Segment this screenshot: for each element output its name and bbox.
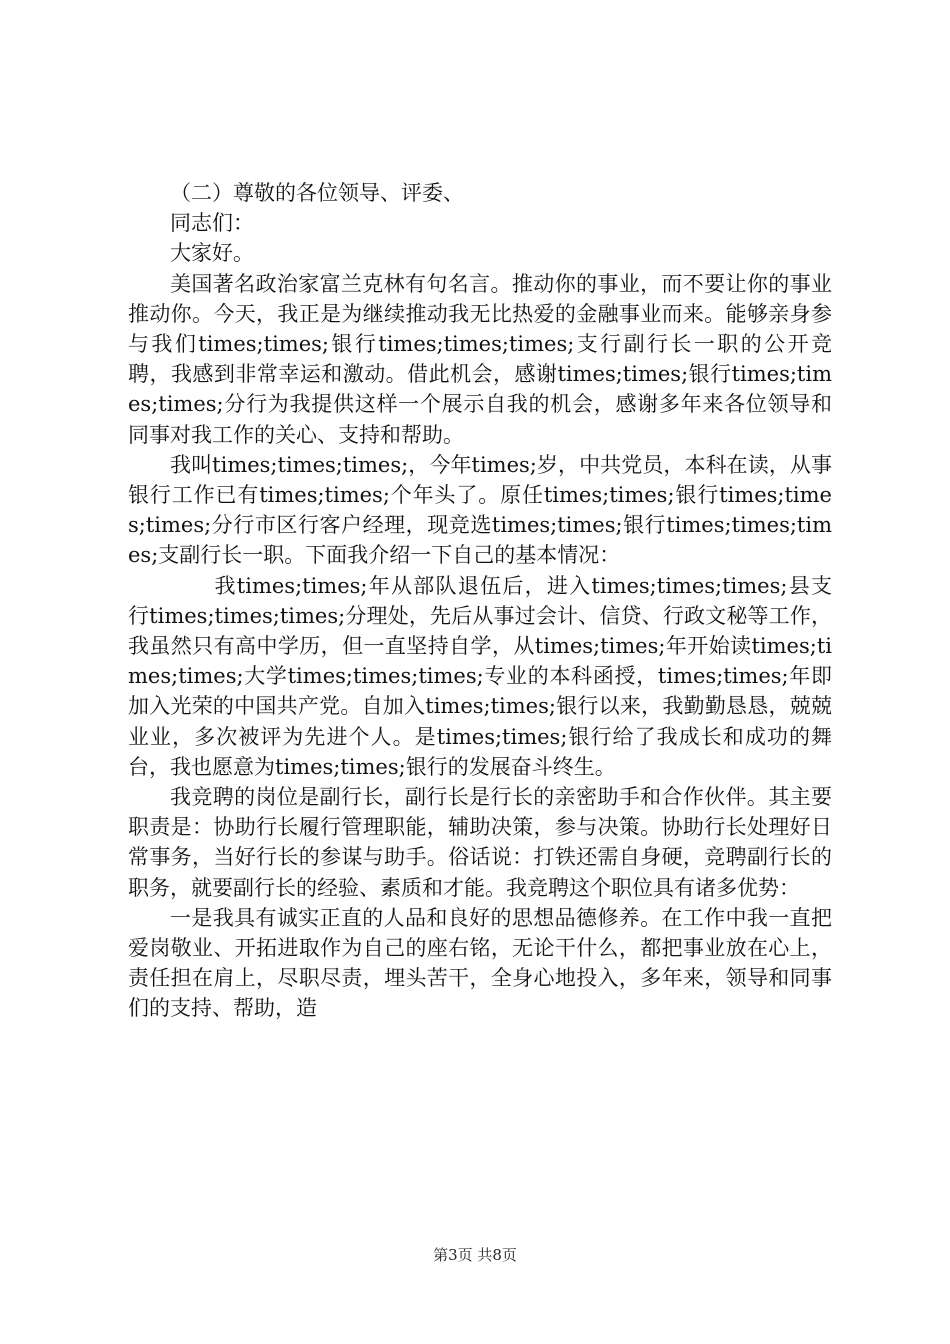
paragraph-self-introduction: 我叫times;times;times;，今年times;岁，中共党员，本科在读，从事银行工作已有times;times;个年头了。原任times;times;银行times;times;times;分行市区行客户经理，现竞选times;times;银行times;times;times;支副行长一职。下面我介绍一下自己的基本情况： [128, 452, 832, 568]
paragraph-position-duties: 我竞聘的岗位是副行长，副行长是行长的亲密助手和合作伙伴。其主要职责是：协助行长履行管理职能，辅助决策，参与决策。协助行长处理好日常事务，当好行长的参谋与助手。俗话说：打铁还需自身硬，竞聘副行长的职务，就要副行长的经验、素质和才能。我竞聘这个职位具有诸多优势： [128, 785, 832, 900]
paragraph-greeting-hello: 大家好。 [170, 241, 254, 266]
paragraph-advantage-one: 一是我具有诚实正直的人品和良好的思想品德修养。在工作中我一直把爱岗敬业、开拓进取作为自己的座右铭，无论干什么，都把事业放在心上，责任担在肩上，尽职尽责，埋头苦干，全身心地投入，多年来，领导和同事们的支持、帮助，造 [128, 905, 832, 1021]
paragraph-salutation: （二）尊敬的各位领导、评委、 [170, 181, 464, 205]
paragraph-background: 我times;times;年从部队退伍后，进入times;times;times;县支行times;times;times;分理处，先后从事过会计、信贷、行政文秘等工作，我虽然只有高中学历，但一直坚持自学，从times;times;年开始读times;times;times;大学times;times;times;专业的本科函授，times;times;年即加入光荣的中国共产党。自加入times;times;银行以来，我勤勤恳恳，兢兢业业，多次被评为先进个人。是times;times;银行给了我成长和成功的舞台，我也愿意为times;times;银行的发展奋斗终生。 [128, 573, 832, 779]
document-body [128, 178, 832, 1024]
page-number-footer: 第3页 共8页 [433, 1246, 517, 1264]
paragraph-greeting-comrades: 同志们： [170, 211, 254, 236]
paragraph-franklin-quote: 美国著名政治家富兰克林有句名言。推动你的事业，而不要让你的事业推动你。今天，我正是为继续推动我无比热爱的金融事业而来。能够亲身参与我们times;times;银行times;times;times;支行副行长一职的公开竞聘，我感到非常幸运和激动。借此机会，感谢times;times;银行times;times;times;分行为我提供这样一个展示自我的机会，感谢多年来各位领导和同事对我工作的关心、支持和帮助。 [128, 271, 832, 447]
